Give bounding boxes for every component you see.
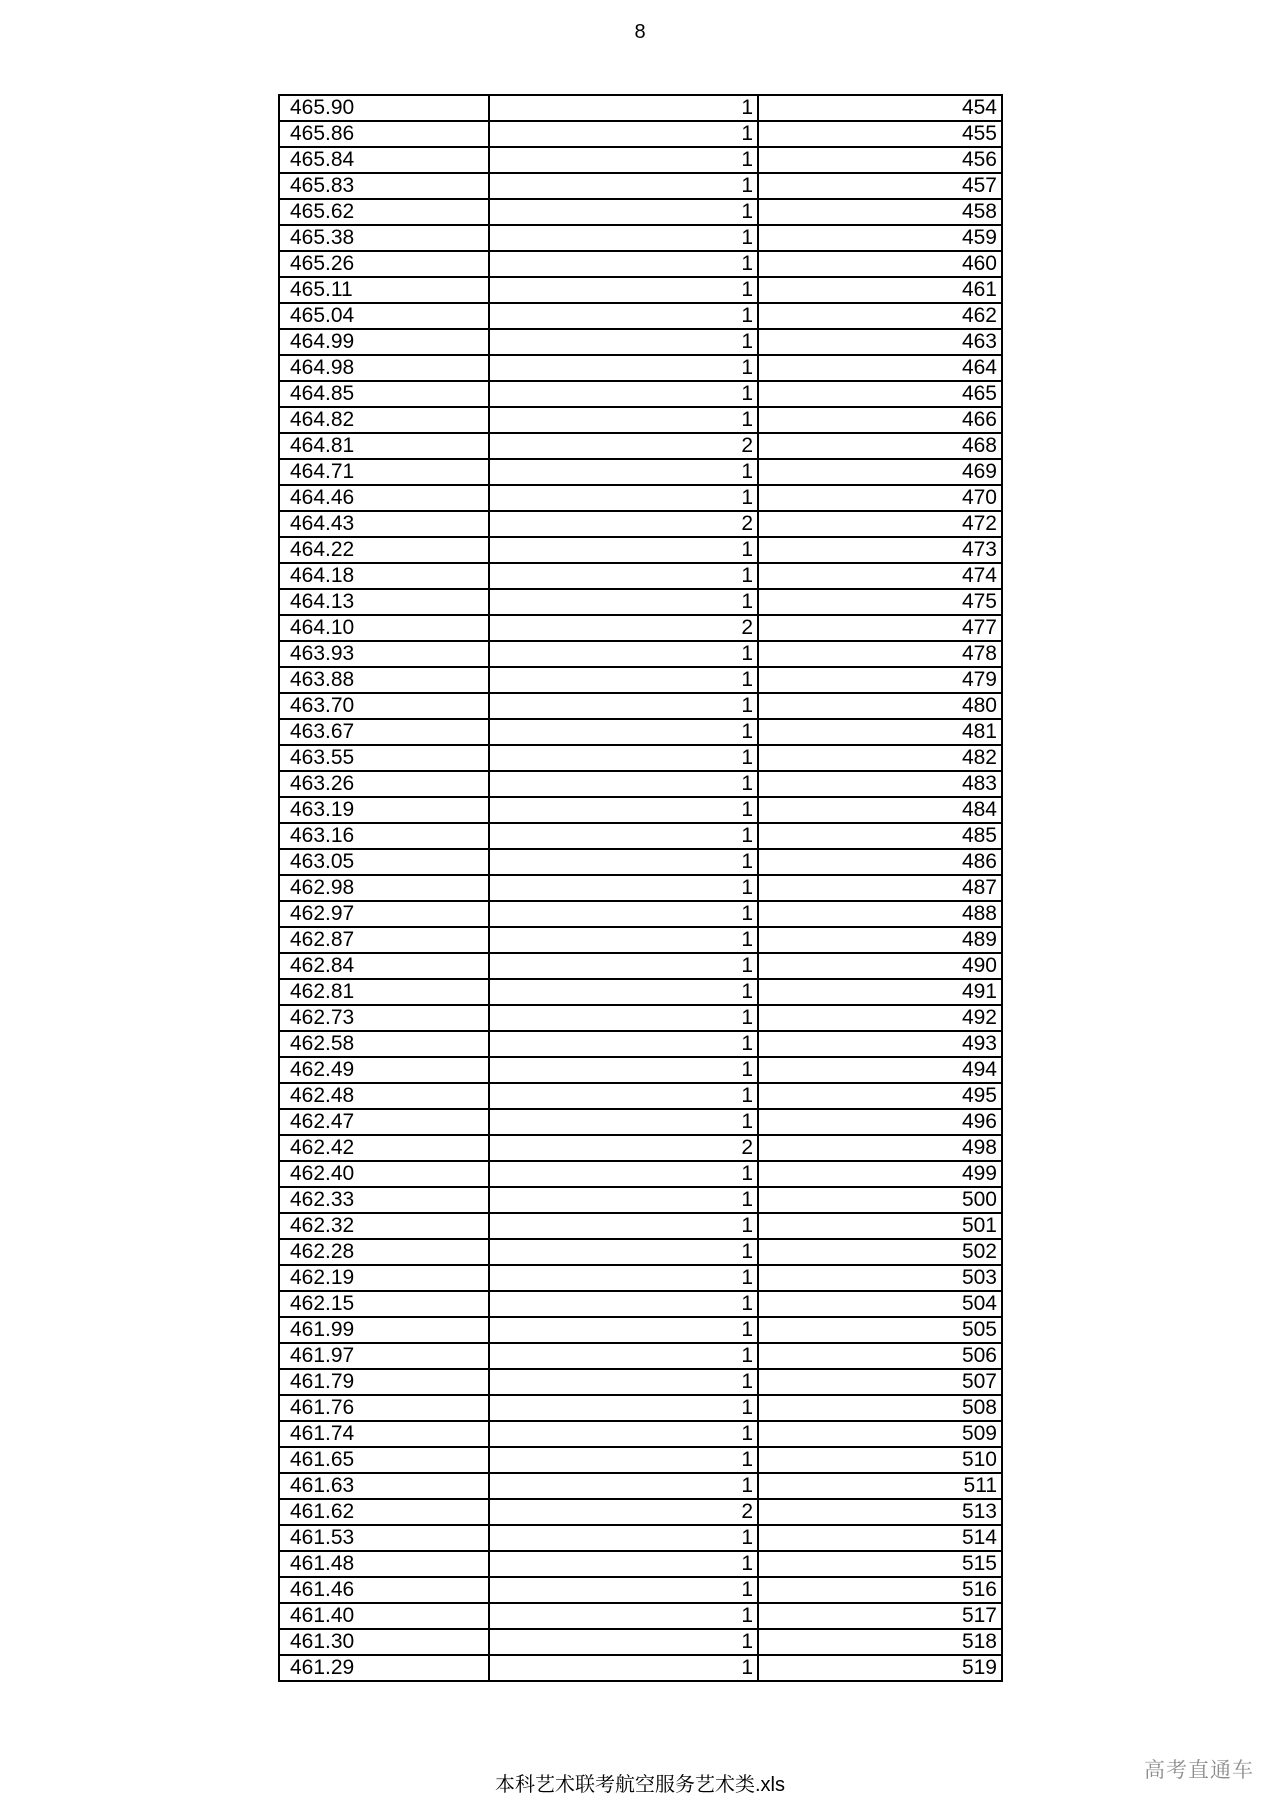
page-number: 8 <box>634 21 646 43</box>
table-row <box>279 1083 1002 1109</box>
cell-cum: 519 <box>758 1655 1002 1681</box>
cell-cum: 510 <box>758 1447 1002 1473</box>
table-row <box>279 1109 1002 1135</box>
cell-count: 1 <box>489 667 758 693</box>
cell-cum: 491 <box>758 979 1002 1005</box>
cell-score: 461.62 <box>279 1499 489 1525</box>
table-row <box>279 1655 1002 1681</box>
cell-cum: 489 <box>758 927 1002 953</box>
cell-cum: 500 <box>758 1187 1002 1213</box>
cell-score: 461.40 <box>279 1603 489 1629</box>
table-row <box>279 1135 1002 1161</box>
cell-count: 1 <box>489 1525 758 1551</box>
cell-score: 462.97 <box>279 901 489 927</box>
table-row <box>279 173 1002 199</box>
score-table-body <box>279 95 1002 1681</box>
cell-count: 1 <box>489 823 758 849</box>
table-row <box>279 771 1002 797</box>
cell-score: 463.93 <box>279 641 489 667</box>
cell-cum: 468 <box>758 433 1002 459</box>
cell-count: 2 <box>489 615 758 641</box>
cell-count: 1 <box>489 745 758 771</box>
cell-score: 462.15 <box>279 1291 489 1317</box>
table-row <box>279 849 1002 875</box>
cell-score: 462.33 <box>279 1187 489 1213</box>
cell-cum: 473 <box>758 537 1002 563</box>
cell-count: 1 <box>489 1577 758 1603</box>
cell-score: 465.26 <box>279 251 489 277</box>
table-row <box>279 1031 1002 1057</box>
cell-score: 465.86 <box>279 121 489 147</box>
table-row <box>279 381 1002 407</box>
cell-count: 1 <box>489 1629 758 1655</box>
table-row <box>279 303 1002 329</box>
table-row <box>279 1005 1002 1031</box>
table-row <box>279 1551 1002 1577</box>
cell-count: 1 <box>489 979 758 1005</box>
cell-score: 463.19 <box>279 797 489 823</box>
cell-score: 462.98 <box>279 875 489 901</box>
cell-cum: 458 <box>758 199 1002 225</box>
cell-cum: 492 <box>758 1005 1002 1031</box>
table-row <box>279 797 1002 823</box>
cell-count: 1 <box>489 303 758 329</box>
cell-score: 463.70 <box>279 693 489 719</box>
cell-count: 1 <box>489 147 758 173</box>
table-row <box>279 1499 1002 1525</box>
cell-count: 1 <box>489 1187 758 1213</box>
table-row <box>279 147 1002 173</box>
cell-cum: 505 <box>758 1317 1002 1343</box>
table-row <box>279 121 1002 147</box>
cell-score: 464.13 <box>279 589 489 615</box>
cell-cum: 514 <box>758 1525 1002 1551</box>
table-row <box>279 329 1002 355</box>
cell-cum: 493 <box>758 1031 1002 1057</box>
cell-cum: 484 <box>758 797 1002 823</box>
cell-cum: 456 <box>758 147 1002 173</box>
cell-cum: 517 <box>758 1603 1002 1629</box>
table-row <box>279 1265 1002 1291</box>
cell-cum: 498 <box>758 1135 1002 1161</box>
table-row <box>279 641 1002 667</box>
cell-cum: 470 <box>758 485 1002 511</box>
table-row <box>279 875 1002 901</box>
cell-score: 462.48 <box>279 1083 489 1109</box>
cell-count: 1 <box>489 797 758 823</box>
watermark: 高考直通车 <box>1144 1759 1254 1782</box>
cell-cum: 457 <box>758 173 1002 199</box>
cell-score: 464.99 <box>279 329 489 355</box>
cell-count: 1 <box>489 407 758 433</box>
cell-score: 462.28 <box>279 1239 489 1265</box>
cell-cum: 503 <box>758 1265 1002 1291</box>
cell-score: 464.18 <box>279 563 489 589</box>
cell-cum: 469 <box>758 459 1002 485</box>
cell-score: 462.73 <box>279 1005 489 1031</box>
cell-count: 1 <box>489 1317 758 1343</box>
table-row <box>279 693 1002 719</box>
cell-cum: 516 <box>758 1577 1002 1603</box>
cell-score: 463.05 <box>279 849 489 875</box>
cell-cum: 494 <box>758 1057 1002 1083</box>
table-row <box>279 1239 1002 1265</box>
cell-count: 1 <box>489 1057 758 1083</box>
table-row <box>279 459 1002 485</box>
cell-count: 1 <box>489 849 758 875</box>
cell-score: 465.04 <box>279 303 489 329</box>
cell-score: 463.26 <box>279 771 489 797</box>
cell-cum: 465 <box>758 381 1002 407</box>
table-row <box>279 1447 1002 1473</box>
cell-count: 1 <box>489 1031 758 1057</box>
table-row <box>279 927 1002 953</box>
cell-score: 465.83 <box>279 173 489 199</box>
table-row <box>279 1421 1002 1447</box>
cell-score: 461.30 <box>279 1629 489 1655</box>
table-row <box>279 1395 1002 1421</box>
cell-score: 462.19 <box>279 1265 489 1291</box>
cell-score: 461.46 <box>279 1577 489 1603</box>
cell-score: 463.16 <box>279 823 489 849</box>
cell-score: 461.74 <box>279 1421 489 1447</box>
cell-score: 463.88 <box>279 667 489 693</box>
cell-count: 1 <box>489 485 758 511</box>
cell-count: 1 <box>489 1655 758 1681</box>
table-row <box>279 1187 1002 1213</box>
cell-cum: 477 <box>758 615 1002 641</box>
cell-count: 1 <box>489 719 758 745</box>
cell-score: 462.81 <box>279 979 489 1005</box>
table-row <box>279 1603 1002 1629</box>
cell-count: 1 <box>489 901 758 927</box>
table-row <box>279 901 1002 927</box>
cell-cum: 454 <box>758 95 1002 121</box>
table-row <box>279 433 1002 459</box>
cell-count: 2 <box>489 511 758 537</box>
footer-filename: 本科艺术联考航空服务艺术类.xls <box>495 1774 785 1796</box>
cell-score: 464.98 <box>279 355 489 381</box>
cell-count: 1 <box>489 251 758 277</box>
cell-cum: 481 <box>758 719 1002 745</box>
table-row <box>279 95 1002 121</box>
cell-count: 1 <box>489 225 758 251</box>
cell-cum: 487 <box>758 875 1002 901</box>
cell-cum: 482 <box>758 745 1002 771</box>
table-row <box>279 615 1002 641</box>
cell-cum: 455 <box>758 121 1002 147</box>
table-row <box>279 745 1002 771</box>
cell-score: 462.42 <box>279 1135 489 1161</box>
cell-score: 461.97 <box>279 1343 489 1369</box>
table-row <box>279 1161 1002 1187</box>
cell-score: 464.22 <box>279 537 489 563</box>
cell-score: 462.84 <box>279 953 489 979</box>
cell-score: 465.84 <box>279 147 489 173</box>
cell-score: 461.65 <box>279 1447 489 1473</box>
cell-count: 1 <box>489 771 758 797</box>
cell-cum: 495 <box>758 1083 1002 1109</box>
table-row <box>279 1317 1002 1343</box>
cell-score: 464.81 <box>279 433 489 459</box>
cell-count: 1 <box>489 693 758 719</box>
table-row <box>279 1213 1002 1239</box>
table-row <box>279 1369 1002 1395</box>
cell-count: 1 <box>489 355 758 381</box>
cell-cum: 459 <box>758 225 1002 251</box>
cell-cum: 506 <box>758 1343 1002 1369</box>
cell-score: 464.46 <box>279 485 489 511</box>
cell-score: 465.62 <box>279 199 489 225</box>
table-row <box>279 355 1002 381</box>
cell-score: 461.99 <box>279 1317 489 1343</box>
cell-cum: 475 <box>758 589 1002 615</box>
table-row <box>279 719 1002 745</box>
cell-cum: 474 <box>758 563 1002 589</box>
cell-score: 461.29 <box>279 1655 489 1681</box>
table-row <box>279 589 1002 615</box>
cell-count: 1 <box>489 1447 758 1473</box>
table-row <box>279 1291 1002 1317</box>
cell-count: 1 <box>489 1161 758 1187</box>
table-row <box>279 277 1002 303</box>
cell-score: 462.32 <box>279 1213 489 1239</box>
cell-cum: 513 <box>758 1499 1002 1525</box>
cell-count: 1 <box>489 1005 758 1031</box>
table-row <box>279 1525 1002 1551</box>
cell-cum: 479 <box>758 667 1002 693</box>
table-row <box>279 537 1002 563</box>
cell-score: 461.79 <box>279 1369 489 1395</box>
cell-count: 1 <box>489 1473 758 1499</box>
cell-score: 462.40 <box>279 1161 489 1187</box>
cell-count: 1 <box>489 563 758 589</box>
cell-count: 1 <box>489 1603 758 1629</box>
table-row <box>279 251 1002 277</box>
cell-cum: 461 <box>758 277 1002 303</box>
table-row <box>279 953 1002 979</box>
cell-count: 1 <box>489 173 758 199</box>
table-row <box>279 511 1002 537</box>
cell-cum: 518 <box>758 1629 1002 1655</box>
cell-cum: 499 <box>758 1161 1002 1187</box>
cell-count: 1 <box>489 121 758 147</box>
cell-count: 1 <box>489 1109 758 1135</box>
cell-score: 462.58 <box>279 1031 489 1057</box>
score-table <box>278 94 1003 1682</box>
cell-cum: 509 <box>758 1421 1002 1447</box>
cell-count: 1 <box>489 1369 758 1395</box>
cell-count: 1 <box>489 875 758 901</box>
cell-cum: 478 <box>758 641 1002 667</box>
cell-cum: 462 <box>758 303 1002 329</box>
cell-score: 464.85 <box>279 381 489 407</box>
cell-score: 463.67 <box>279 719 489 745</box>
cell-count: 1 <box>489 589 758 615</box>
cell-score: 464.43 <box>279 511 489 537</box>
cell-cum: 490 <box>758 953 1002 979</box>
cell-cum: 486 <box>758 849 1002 875</box>
cell-score: 464.82 <box>279 407 489 433</box>
table-row <box>279 485 1002 511</box>
cell-score: 464.71 <box>279 459 489 485</box>
table-row <box>279 1577 1002 1603</box>
table-row <box>279 1057 1002 1083</box>
table-row <box>279 1473 1002 1499</box>
table-row <box>279 225 1002 251</box>
cell-count: 1 <box>489 1213 758 1239</box>
cell-count: 2 <box>489 433 758 459</box>
cell-cum: 460 <box>758 251 1002 277</box>
cell-count: 1 <box>489 927 758 953</box>
cell-count: 1 <box>489 329 758 355</box>
cell-score: 461.76 <box>279 1395 489 1421</box>
cell-cum: 508 <box>758 1395 1002 1421</box>
cell-score: 461.48 <box>279 1551 489 1577</box>
cell-cum: 466 <box>758 407 1002 433</box>
cell-score: 461.53 <box>279 1525 489 1551</box>
cell-cum: 511 <box>758 1473 1002 1499</box>
cell-count: 1 <box>489 1083 758 1109</box>
cell-count: 1 <box>489 1239 758 1265</box>
cell-count: 2 <box>489 1499 758 1525</box>
cell-score: 465.90 <box>279 95 489 121</box>
cell-cum: 463 <box>758 329 1002 355</box>
cell-score: 462.49 <box>279 1057 489 1083</box>
cell-count: 1 <box>489 277 758 303</box>
cell-cum: 472 <box>758 511 1002 537</box>
cell-count: 1 <box>489 953 758 979</box>
cell-cum: 496 <box>758 1109 1002 1135</box>
cell-score: 462.87 <box>279 927 489 953</box>
cell-score: 463.55 <box>279 745 489 771</box>
cell-count: 1 <box>489 95 758 121</box>
cell-count: 1 <box>489 459 758 485</box>
cell-score: 465.38 <box>279 225 489 251</box>
cell-score: 461.63 <box>279 1473 489 1499</box>
cell-count: 1 <box>489 199 758 225</box>
cell-cum: 502 <box>758 1239 1002 1265</box>
cell-count: 1 <box>489 381 758 407</box>
cell-score: 462.47 <box>279 1109 489 1135</box>
cell-cum: 480 <box>758 693 1002 719</box>
cell-cum: 464 <box>758 355 1002 381</box>
cell-count: 1 <box>489 1343 758 1369</box>
table-row <box>279 979 1002 1005</box>
cell-count: 1 <box>489 1421 758 1447</box>
cell-score: 465.11 <box>279 277 489 303</box>
cell-count: 1 <box>489 537 758 563</box>
table-row <box>279 1629 1002 1655</box>
cell-count: 1 <box>489 1395 758 1421</box>
cell-cum: 515 <box>758 1551 1002 1577</box>
table-row <box>279 563 1002 589</box>
cell-count: 1 <box>489 1265 758 1291</box>
cell-cum: 504 <box>758 1291 1002 1317</box>
cell-cum: 501 <box>758 1213 1002 1239</box>
table-row <box>279 667 1002 693</box>
cell-count: 2 <box>489 1135 758 1161</box>
table-row <box>279 199 1002 225</box>
cell-count: 1 <box>489 641 758 667</box>
table-row <box>279 1343 1002 1369</box>
table-row <box>279 823 1002 849</box>
cell-cum: 488 <box>758 901 1002 927</box>
cell-count: 1 <box>489 1291 758 1317</box>
table-row <box>279 407 1002 433</box>
cell-score: 464.10 <box>279 615 489 641</box>
cell-cum: 507 <box>758 1369 1002 1395</box>
cell-cum: 485 <box>758 823 1002 849</box>
cell-count: 1 <box>489 1551 758 1577</box>
cell-cum: 483 <box>758 771 1002 797</box>
